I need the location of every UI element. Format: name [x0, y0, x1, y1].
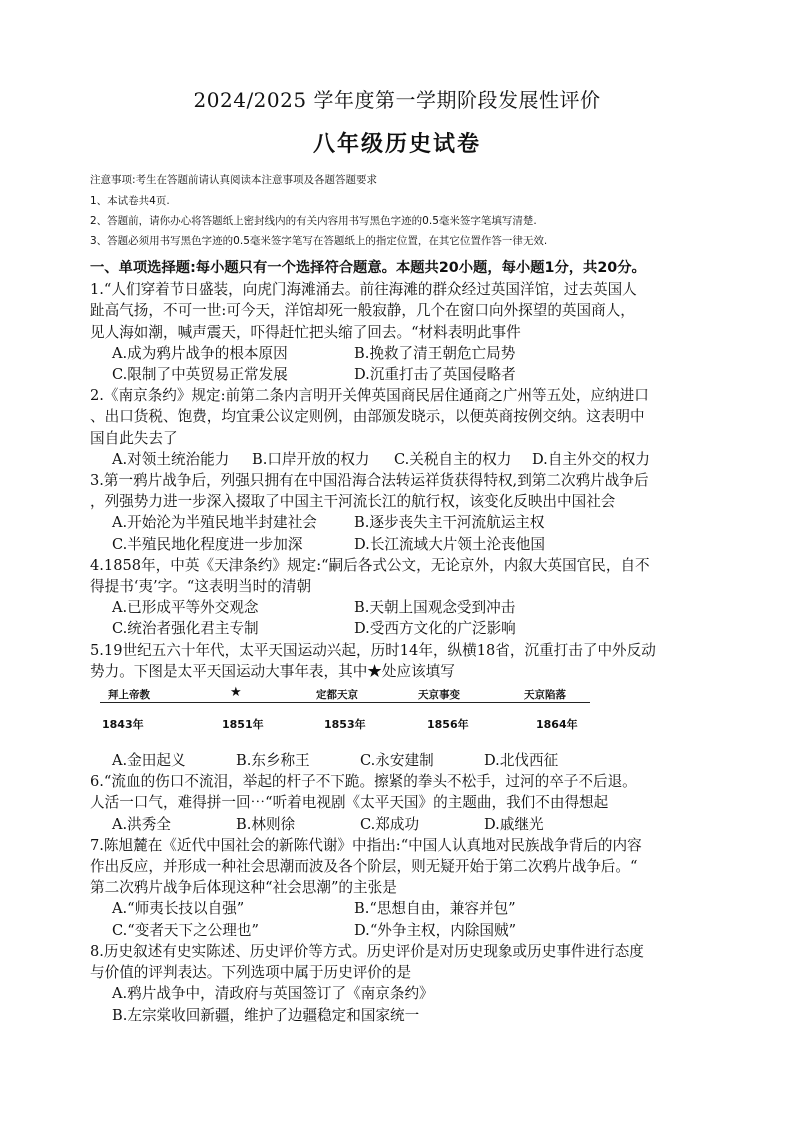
q1-option-c: C.限制了中英贸易正常发展: [112, 366, 288, 384]
timeline-year: 1851年: [222, 718, 264, 732]
q2-option-c: C.关税自主的权力: [394, 450, 512, 468]
q2-option-b: B.口岸开放的权力: [252, 450, 370, 468]
q8-line: 8.历史叙述有史实陈述、历史评价等方式。历史评价是对历史现象或历史事件进行态度: [90, 942, 644, 960]
q7-line: 第二次鸦片战争后体现这种“社会思潮”的主张是: [90, 879, 397, 897]
q5-line: 5.19世纪五六十年代，太平天国运动兴起，历时14年，纵横18省，沉重打击了中外反动: [90, 641, 656, 659]
timeline-event: 定都天京: [316, 689, 358, 702]
timeline-event: 天京事变: [418, 689, 460, 702]
q2-line: 国自此失去了: [90, 429, 178, 447]
q3-options-row: [90, 512, 715, 533]
q4-options-row: [90, 597, 715, 618]
timeline-year: 1856年: [427, 718, 469, 732]
q5-option-c: C.永安建制: [360, 752, 434, 770]
q6-options-row: [90, 814, 715, 835]
q3-line: ，列强势力进一步深入掇取了中国主干河流长江的航行权，该变化反映出中国社会: [90, 493, 616, 511]
q1-options-row: [90, 364, 715, 385]
q6-option-c: C.郑成功: [360, 815, 420, 833]
q5-options-row: [90, 750, 715, 771]
q3-options-row: [90, 534, 715, 555]
q2-option-d: D.自主外交的权力: [532, 450, 650, 468]
q2-options-row: [90, 449, 715, 470]
q3-line: 3.第一鸦片战争后，列强只拥有在中国沿海合法转运祥货获得特权,到第二次鸦片战争后: [90, 472, 649, 490]
q6-option-b: B.林则徐: [236, 815, 296, 833]
q7-option-a: A.“师夷长技以自强”: [112, 900, 245, 918]
q1-line: 1.“人们穿着节日盛装，向虎门海滩涌去。前往海滩的群众经过英国洋馆，过去英国人: [90, 281, 637, 299]
q3-option-a: A.开始沦为半殖民地半封建社会: [112, 514, 317, 532]
section-heading: 一、单项选择题:每小题只有一个选择符合题意。本题共20小题，每小题1分，共20分。: [90, 260, 646, 276]
q1-option-a: A.成为鸦片战争的根本原因: [112, 344, 288, 362]
q7-options-row: [90, 898, 715, 919]
timeline-event: 拜上帝教: [108, 689, 150, 702]
q3-option-b: B.逐步丧失主干河流航运主权: [354, 514, 545, 532]
q4-option-d: D.受西方文化的广泛影响: [354, 620, 516, 638]
timeline-year: 1853年: [324, 718, 366, 732]
q3-option-c: C.半殖民地化程度进一步加深: [112, 535, 303, 553]
q1-option-b: B.挽救了清王朝危亡局势: [354, 344, 516, 362]
q3-option-d: D.长江流域大片领土沦丧他国: [354, 535, 545, 553]
note-1: 1、本试卷共4页.: [90, 195, 170, 207]
q5-option-d: D.北伐西征: [484, 752, 559, 770]
q6-line: 人活一口气，难得拼一回⋯“听着电视剧《太平天国》的主题曲，我们不由得想起: [90, 794, 609, 812]
q1-options-row: [90, 343, 715, 364]
q1-line: 趾高气扬，不可一世:可今天，洋馆却死一般寂静，几个在窗口向外探望的英国商人，: [90, 302, 635, 320]
q8-line: 与价值的评判表达。下列选项中属于历史评价的是: [90, 964, 412, 982]
q6-option-d: D.戚继光: [484, 815, 544, 833]
q4-option-c: C.统治者强化君主专制: [112, 620, 259, 638]
q4-option-b: B.天朝上国观念受到冲击: [354, 599, 516, 617]
q2-line: 、出口货税、饱费，均宜秉公议定则例，由部颁发晓示，以便英商按例交纳。这表明中: [90, 408, 645, 426]
exam-title: 2024/2025 学年度第一学期阶段发展性评价: [193, 88, 601, 112]
q4-line: 得提书‘夷’字。“这表明当时的清朝: [90, 578, 312, 596]
q7-line: 7.陈旭麓在《近代中国社会的新陈代谢》中指出:“中国人认真地对民族战争背后的内容: [90, 836, 642, 854]
q2-line: 2.《南京条约》规定:前第二条内言明开关俾英国商民居住通商之广州等五处，应纳进口: [90, 387, 649, 405]
timeline-year: 1864年: [536, 718, 578, 732]
q7-line: 作出反应，并形成一种社会思潮而波及各个阶层，则无疑开始于第二次鸦片战争后。“: [90, 858, 638, 876]
taiping-timeline: [90, 682, 715, 750]
notes-heading: 注意事项:考生在答题前请认真阅读本注意事项及各题答题要求: [90, 174, 378, 186]
q6-option-a: A.洪秀全: [112, 815, 171, 833]
q8-option-b: B.左宗棠收回新疆，维护了边疆稳定和国家统一: [112, 1006, 420, 1024]
q4-options-row: [90, 618, 715, 639]
timeline-event: 天京陷落: [524, 689, 566, 702]
timeline-year: 1843年: [102, 718, 144, 732]
note-2: 2、答题前，请你办心将答题纸上密封线内的有关内容用书写黑色字迹的0.5毫米签字笔填写清楚.: [90, 215, 537, 227]
q7-option-b: B.“思想自由，兼容并包”: [354, 900, 516, 918]
q8-option-a: A.鸦片战争中，清政府与英国签订了《南京条约》: [112, 985, 434, 1003]
note-3: 3、答题必须用书写黑色字迹的0.5毫米签字笔写在答题纸上的指定位置，在其它位置作答一律无效.: [90, 235, 548, 247]
q4-option-a: A.已形成平等外交观念: [112, 599, 259, 617]
q5-option-b: B.东乡称王: [236, 752, 310, 770]
q7-option-c: C.“变者天下之公理也”: [112, 921, 259, 939]
q7-options-row: [90, 920, 715, 941]
q5-line: 势力。下图是太平天国运动大事年表，其中★处应该填写: [90, 662, 455, 680]
timeline-event-star: ★: [230, 685, 242, 701]
q5-option-a: A.金田起义: [112, 752, 186, 770]
subject-title: 八年级历史试卷: [312, 131, 481, 157]
q4-line: 4.1858年，中英《天津条约》规定:“嗣后各式公文，无论京外，内叙大英国官民，自不: [90, 556, 650, 574]
q2-option-a: A.对领土统治能力: [112, 450, 230, 468]
q1-option-d: D.沉重打击了英国侵略者: [354, 366, 516, 384]
q1-line: 见人海如潮，喊声震天，吓得赶忙把头缩了回去。“材料表明此事件: [90, 323, 521, 341]
q6-line: 6.“流血的伤口不流泪，举起的杆子不下跪。擦紧的拳头不松手，过河的卒子不后退。: [90, 773, 637, 791]
q7-option-d: D.“外争主权，内除国贼”: [354, 921, 517, 939]
question-body: [90, 258, 715, 1026]
